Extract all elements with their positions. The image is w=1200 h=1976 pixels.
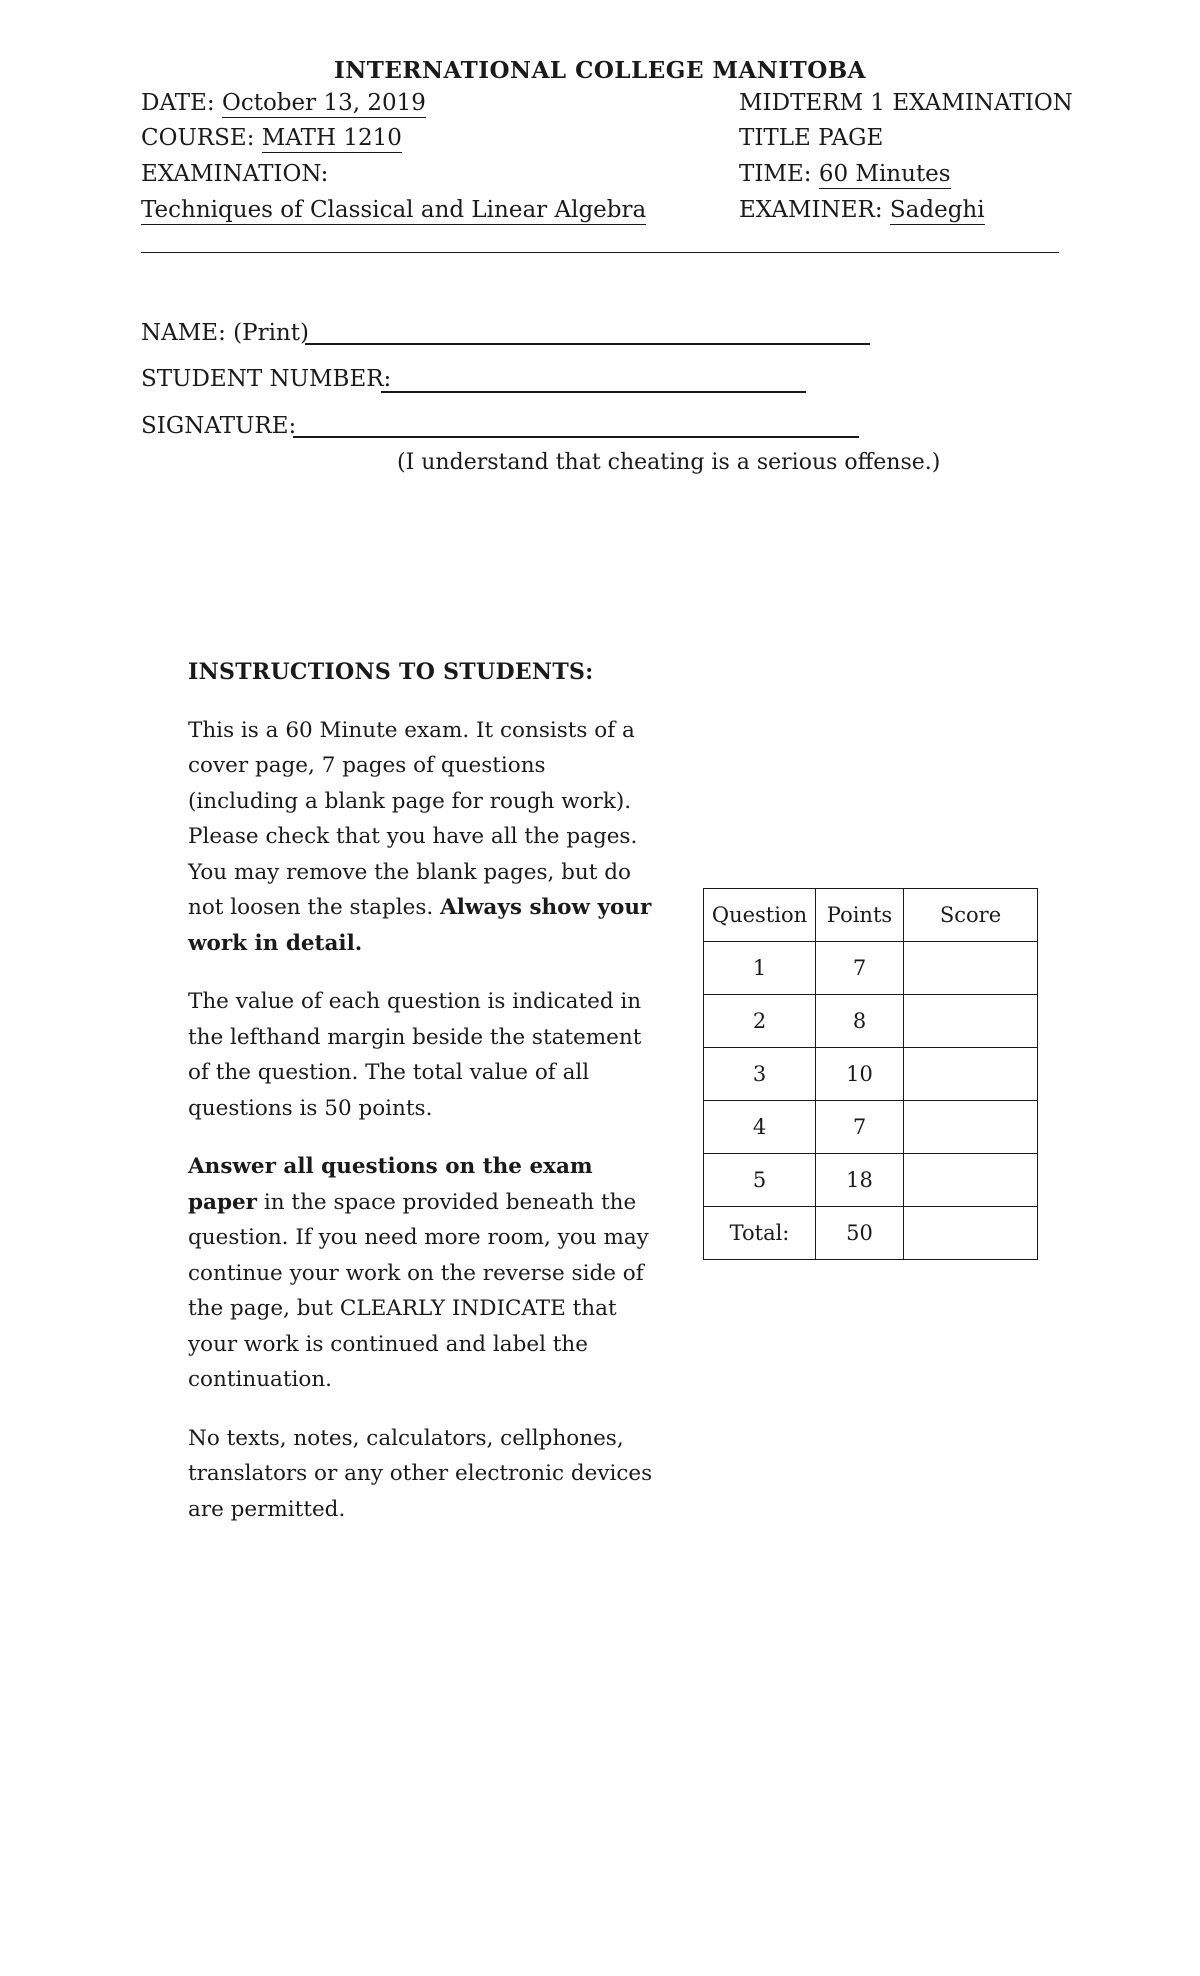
- score-cell[interactable]: [904, 1154, 1038, 1207]
- question-points: 7: [816, 1101, 904, 1154]
- question-points: 8: [816, 995, 904, 1048]
- course-label: COURSE:: [141, 125, 255, 151]
- table-row: [704, 1048, 1038, 1101]
- signature-field[interactable]: [293, 436, 859, 438]
- course-line: [141, 123, 402, 153]
- instructions-section: [188, 655, 658, 1550]
- date-value: October 13, 2019: [221, 90, 426, 116]
- name-label: NAME: (Print): [141, 320, 309, 346]
- time-label: TIME:: [739, 161, 812, 187]
- date-label: DATE:: [141, 90, 215, 116]
- instructions-paragraph-3: [188, 1149, 658, 1398]
- examination-value: Techniques of Classical and Linear Algebra: [141, 197, 647, 223]
- student-number-field[interactable]: [381, 391, 806, 393]
- question-number: 1: [704, 942, 816, 995]
- column-header-question: Question: [704, 889, 816, 942]
- table-row: [704, 995, 1038, 1048]
- table-row: [704, 1101, 1038, 1154]
- signature-note: (I understand that cheating is a serious offense.): [397, 450, 941, 475]
- question-number: 4: [704, 1101, 816, 1154]
- total-label: Total:: [704, 1207, 816, 1260]
- exam-type: MIDTERM 1 EXAMINATION: [739, 90, 1073, 116]
- score-cell[interactable]: [904, 995, 1038, 1048]
- score-cell[interactable]: [904, 942, 1038, 995]
- instructions-heading: INSTRUCTIONS TO STUDENTS:: [188, 659, 594, 685]
- examiner-line: [739, 195, 985, 225]
- question-points: 10: [816, 1048, 904, 1101]
- examination-label: EXAMINATION:: [141, 161, 329, 187]
- institution-title: INTERNATIONAL COLLEGE MANITOBA: [333, 57, 867, 84]
- examiner-value: Sadeghi: [889, 197, 985, 223]
- table-row: [704, 1154, 1038, 1207]
- score-cell[interactable]: [904, 1048, 1038, 1101]
- question-points: 7: [816, 942, 904, 995]
- instructions-p1-text: This is a 60 Minute exam. It consists of a cover page, 7 pages of questions (including a blank page for rough work). Please check that you have all the pages. You may remove the blank pages, but do not loosen the staples.: [188, 717, 638, 920]
- table-row: [704, 942, 1038, 995]
- question-points: 18: [816, 1154, 904, 1207]
- name-field[interactable]: [305, 343, 870, 345]
- score-table: [703, 888, 1038, 1260]
- examiner-label: EXAMINER:: [739, 197, 883, 223]
- instructions-p1-bold: Always show your work in detail.: [188, 895, 652, 956]
- instructions-p3-bold: Answer all questions on the exam paper: [188, 1154, 593, 1215]
- total-points: 50: [816, 1207, 904, 1260]
- course-value: MATH 1210: [261, 125, 402, 151]
- date-line: [141, 88, 426, 118]
- signature-label: SIGNATURE:: [141, 413, 297, 439]
- instructions-paragraph-4: No texts, notes, calculators, cellphones, translators or any other electronic devices are permitted.: [188, 1425, 653, 1522]
- column-header-score: Score: [904, 889, 1038, 942]
- question-number: 3: [704, 1048, 816, 1101]
- column-header-points: Points: [816, 889, 904, 942]
- examination-line: [141, 195, 646, 225]
- instructions-paragraph-2: The value of each question is indicated in the lefthand margin beside the statement of the question. The total value of all questions is 50 points.: [188, 989, 642, 1121]
- question-number: 5: [704, 1154, 816, 1207]
- header-divider: [141, 252, 1059, 253]
- student-number-label: STUDENT NUMBER:: [141, 366, 392, 392]
- score-table-header-row: [704, 889, 1038, 942]
- instructions-paragraph-1: [188, 713, 658, 962]
- score-table-total-row: [704, 1207, 1038, 1260]
- total-score-cell[interactable]: [904, 1207, 1038, 1260]
- question-number: 2: [704, 995, 816, 1048]
- score-cell[interactable]: [904, 1101, 1038, 1154]
- page-name: TITLE PAGE: [739, 125, 884, 151]
- instructions-p3-text: in the space provided beneath the question. If you need more room, you may continue your work on the reverse side of the page, but CLEARLY INDICATE that your work is continued and label the continuation.: [188, 1189, 649, 1392]
- time-value: 60 Minutes: [818, 161, 951, 187]
- time-line: [739, 159, 951, 189]
